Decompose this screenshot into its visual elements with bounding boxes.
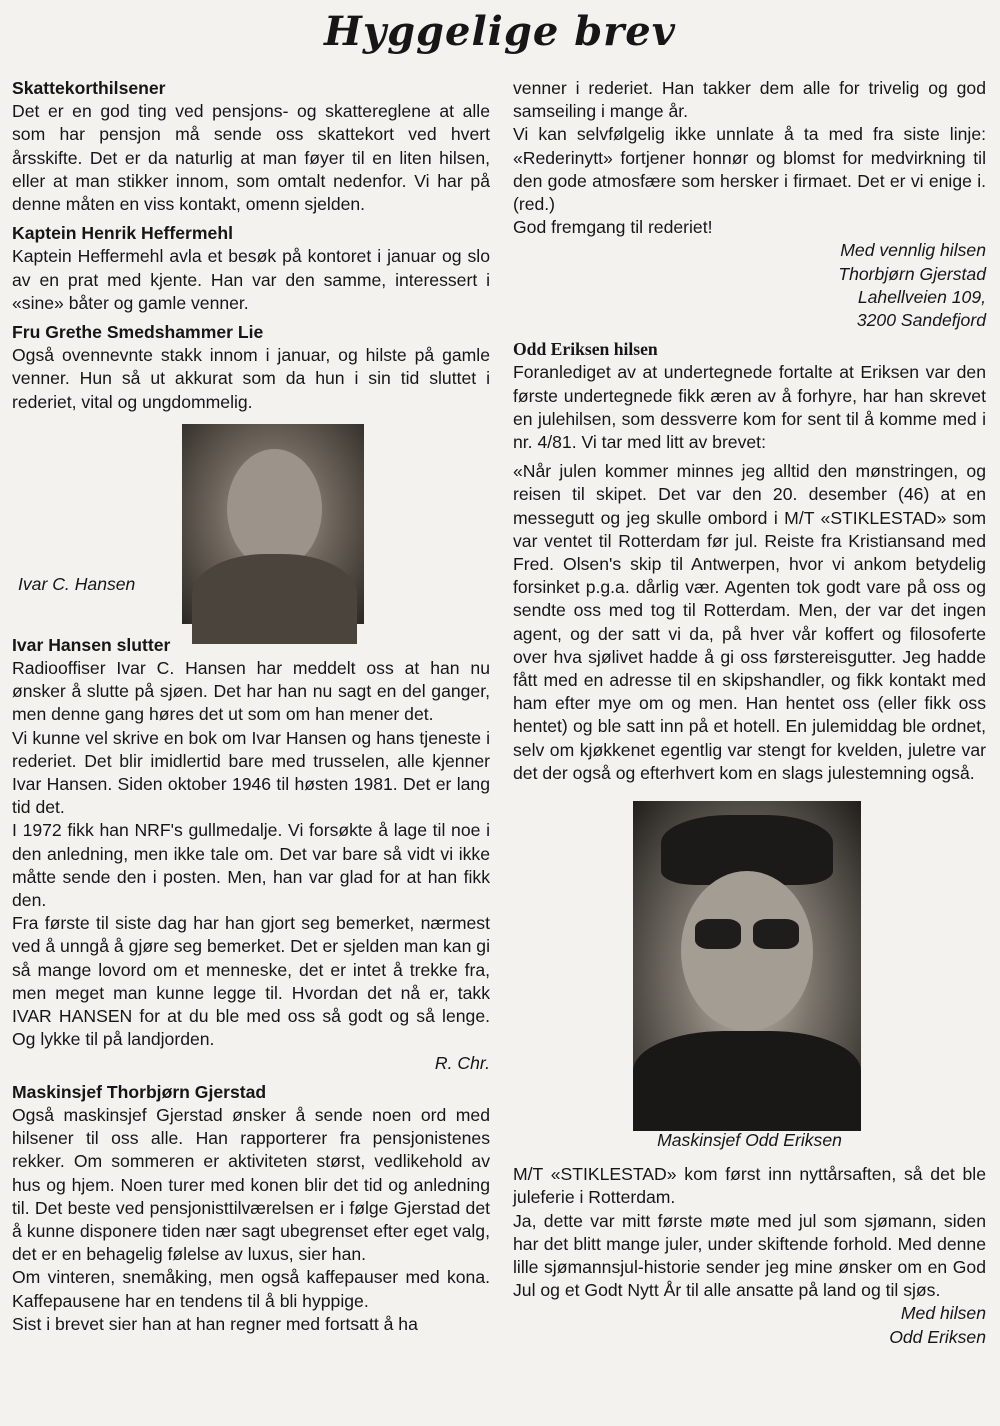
signature-line: Med vennlig hilsen (840, 240, 986, 261)
paragraph: Sist i brevet sier han at han regner med fortsatt å ha (12, 1313, 418, 1334)
paragraph: I 1972 fikk han NRF's gullmedalje. Vi forsøkte å lage til noe i den anledning, men ikke tale om. Det var bare så vidt vi ikke måtte sende den i posten. Men, han var glad for at han fikk den. (12, 820, 490, 911)
signature-line: Odd Eriksen (889, 1326, 986, 1347)
right-column (513, 77, 986, 1349)
section-heading: Kaptein Henrik Heffermehl (12, 223, 233, 244)
paragraph: Fra første til siste dag har han gjort seg bemerket, nærmest ved å unngå å gjøre seg bemerket. Det er sjelden man kan gi så mange lovord om et menneske, det er intet å trekke fra, men meget man kunne legge til. Hvordan det nå er, takk IVAR HANSEN for at du ble med oss så godt og så lenge. Og lykke til på landjorden. (12, 913, 490, 1050)
paragraph: Det er en god ting ved pensjons- og skattereglene at alle som har pensjon må sende oss skattekort ved hvert årsskifte. Det er da naturlig at man føyer til en liten hilsen, eller at man stikker innom, som omtalt nedenfor. Vi har på denne måten en viss kontakt, omenn sjelden. (12, 101, 490, 215)
paragraph: Foranlediget av at undertegnede fortalte at Eriksen var den første undertegnede fikk æren av å forhyre, har han skrevet en julehilsen, som dessverre kom for sent til å komme med i nr. 4/81. Vi tar med litt av brevet: (513, 362, 986, 453)
signature-line: Med hilsen (900, 1303, 986, 1324)
paragraph: Radiooffiser Ivar C. Hansen har meddelt oss at han nu ønsker å slutte på sjøen. Det har han nu sagt en del ganger, men denne gang høres det ut som om han mener det. (12, 658, 490, 725)
signature-line: Lahellveien 109, (857, 286, 986, 307)
section-heading: Skattekorthilsener (12, 78, 166, 98)
photo-caption: Ivar C. Hansen (18, 573, 136, 594)
photo-caption: Maskinsjef Odd Eriksen (657, 1130, 842, 1151)
paragraph: venner i rederiet. Han takker dem alle for trivelig og god samseiling i mange år. (513, 78, 986, 122)
paragraph: God fremgang til rederiet! (513, 217, 713, 238)
section-heading: Maskinsjef Thorbjørn Gjerstad (12, 1081, 267, 1102)
portrait-photo (182, 424, 364, 624)
left-column (12, 77, 490, 1336)
signature-line: 3200 Sandefjord (856, 310, 986, 331)
signature: R. Chr. (434, 1052, 490, 1073)
paragraph: Ja, dette var mitt første møte med jul som sjømann, siden har det blitt mange juler, under skiftende forhold. Med denne lille sjømannsjul-historie sender jeg mine ønsker om en God Jul og et Godt Nytt År til alle ansatte på land og til sjøs. (513, 1210, 986, 1301)
paragraph: Kaptein Heffermehl avla et besøk på kontoret i januar og slo av en prat med kjente. Han var den samme, interessert i «sine» båter og gamle venner. (12, 246, 490, 313)
paragraph: Vi kunne vel skrive en bok om Ivar Hansen og hans tjeneste i rederiet. Det blir imidlertid bare med trusselen, alle kjenner Ivar Hansen. Siden oktober 1946 til høsten 1981. Det er lang tid det. (12, 727, 490, 818)
paragraph: Vi kan selvfølgelig ikke unnlate å ta med fra siste linje: «Rederinytt» fortjener honnør og blomst for medvirkning til den gode atmosfære som hersker i firmaet. Det er vi enige i. (red.) (513, 124, 986, 215)
section-heading: Ivar Hansen slutter (12, 634, 171, 655)
photo-block (12, 424, 490, 626)
signature-line: Thorbjørn Gjerstad (838, 263, 986, 284)
section-heading: Odd Eriksen hilsen (513, 339, 658, 360)
paragraph: M/T «STIKLESTAD» kom først inn nyttårsaften, så det ble juleferie i Rotterdam. (513, 1164, 986, 1208)
paragraph: «Når julen kommer minnes jeg alltid den mønstringen, og reisen til skipet. Det var den 20. desember (46) at en messegutt og jeg skulle ombord i M/T «STIKLESTAD» som var ventet til Rotterdam før jul. Reiste fra Kristiansand med Fred. Olsen's skip til Antwerpen, hvor vi ankom betydelig forsinket p.g.a. dårlig vær. Agenten tok godt vare på oss og sendte oss med tog til Rotterdam. Men, der var det ingen agent, og der satt vi da, på hver vår koffert og filosoferte over hva sjølivet hadde å gi oss førstereisgutter. Jeg hadde fått med en adresse til en skipshandler, og fikk kontakt med ham efter mye om og men. Han hentet oss (eller fikk oss hentet) og ble satt inn på et hotell. En julemiddag ble ordnet, selv om kjøkkenet egentlig var stengt for kvelden, juletre var det der også og efterhvert kom en slags julestemning også. (513, 461, 986, 783)
paragraph: Også ovennevnte stakk innom i januar, og hilste på gamle venner. Hun så ut akkurat som da hun i sin tid sluttet i rederiet, vital og ungdommelig. (12, 345, 490, 412)
portrait-photo (633, 801, 861, 1119)
section-heading: Fru Grethe Smedshammer Lie (12, 322, 264, 343)
page-title: Hyggelige brev (324, 8, 676, 55)
paragraph: Også maskinsjef Gjerstad ønsker å sende noen ord med hilsener til oss alle. Han rapporterer fra pensjonistenes rekker. Om sommeren er aktiviteten størst, vedlikehold av hus og hjem. Noen turer med konen blir det tid og anledning til. Det beste ved pensjonisttilværelsen er i følge Gjerstad det å kunne disponere tiden nær sagt ubegrenset efter eget valg, det er en behagelig følelse av luxus, sier han. (12, 1104, 490, 1265)
paragraph: Om vinteren, snemåking, men også kaffepauser med kona. Kaffepausene har en tendens til å bli hyppige. (12, 1267, 490, 1311)
photo-block (513, 801, 986, 1157)
